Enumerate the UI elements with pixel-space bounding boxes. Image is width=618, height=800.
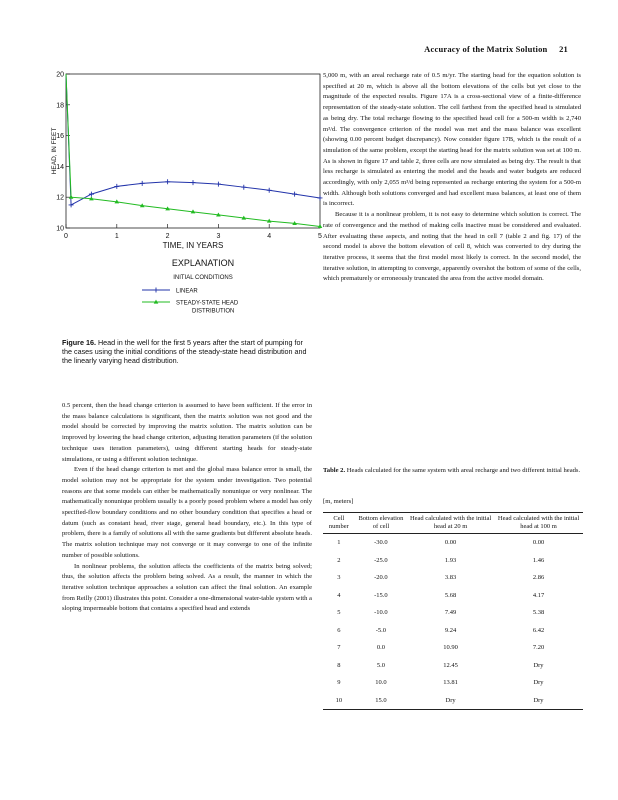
- table-cell: 10.90: [443, 644, 458, 652]
- data-point: [114, 184, 119, 189]
- x-tick-label: 4: [267, 233, 272, 240]
- paragraph: Even if the head change criterion is met and the global mass balance error is small, the model solution may not be appropriate for the system under investigation. Two potential reasons are that some models can either be mathematically nonunique or very nonlinear. The mathematically nonunique problem usually is a poorly posed problem where a model has only specified-flow boundary conditions and no other boundary condition that specifies a head or datum (such as constant head, river stage, general head boundary, etc.). In this type of problem, there is a family of solutions all with the same gradients but different absolute heads. The matrix solution technique may not converge or it may converge to one of the infinite number of possible solutions.: [62, 466, 312, 559]
- table-cell: 8: [337, 661, 341, 669]
- data-point: [69, 195, 74, 199]
- table-cell: 9: [337, 679, 341, 687]
- plot-frame: [66, 74, 320, 228]
- table-header-cell: Head calculated with the initial head at 100 m: [494, 513, 583, 534]
- series-line-0: [66, 74, 320, 205]
- table-cell: 9.24: [444, 626, 457, 634]
- table-cell: 2.86: [532, 574, 545, 582]
- figure-16-chart: [50, 66, 330, 334]
- legend-subtitle: INITIAL CONDITIONS: [173, 275, 233, 281]
- paragraph: Because it is a nonlinear problem, it is not easy to determine which solution is correct. The rate of convergence and the method of making cells inactive must be considered and evaluated. After evaluating these aspects, and noting that the head in cell 7 (table 2 and fig. 17) of the second model is above the bottom elevation of cell 8, which was converted to dry during the iterative process, it seems that the first model most likely is correct. In the second model, the iterative solution, in attempting to converge, apparently overshot the bottom of some of the cells, which prematurely or erroneously truncated the area from the active model domain.: [323, 211, 581, 283]
- x-tick-label: 1: [114, 233, 119, 240]
- table-units: [m, meters]: [323, 498, 354, 505]
- y-tick-label: 10: [56, 225, 64, 233]
- table-cell: 6: [337, 626, 341, 634]
- table-row: [323, 534, 583, 552]
- data-point: [318, 195, 323, 200]
- table-cell: 6.42: [532, 626, 545, 634]
- table-cell: 0.00: [532, 539, 545, 547]
- table-cell: -5.0: [375, 626, 387, 634]
- paragraph: 0.5 percent, then the head change criterion is assumed to have been sufficient. If the error in the mass balance calculations is significant, then the matrix solution was not good and the model should be corrected by improving the matrix solution. The matrix solution can be improved by lowering the head change criterion, adjusting iteration parameters (if the solution technique uses iteration parameters), using different starting heads for steady-state simulations, or using a different solution technique.: [62, 402, 312, 463]
- x-tick-label: 5: [318, 233, 322, 240]
- y-axis-label: HEAD, IN FEET: [51, 127, 58, 175]
- paragraph: 5,000 m, with an areal recharge rate of 0.5 m/yr. The starting head for the equation solution is specified at 20 m, which is above all the bottom elevations of the cells but yet close to the magnitude of the expected results. Figure 17A is a cross-sectional view of a finite-difference representation of the steady-state solution. The cell farthest from the specified head is simulated as being dry. The total recharge flowing to the specified head cell for a 500-m width is 2,740 m³/d. The convergence criterion of the model was met and the mass balance was excellent (showing 0.00 percent budget discrepancy). Now consider figure 17B, which is the result of a simulation of the same problem, except the starting head for the matrix solution was set at 100 m. As is shown in figure 17 and table 2, three cells are now simulated as being dry. The result is that less recharge is simulated as entering the model and the heads and water budgets are reduced accordingly, with only 2,055 m³/d being represented as recharge entering the system for a 500-m width. Although both solutions converged and had excellent mass balances, at least one of them is incorrect.: [323, 72, 581, 208]
- figure-caption: [62, 338, 314, 366]
- table-cell: 5.0: [376, 661, 385, 669]
- table-cell: 5.38: [532, 609, 545, 617]
- table-row: [323, 639, 583, 657]
- table-cell: 1.46: [532, 556, 545, 564]
- table-cell: 10: [323, 692, 355, 710]
- page-number: 21: [559, 44, 568, 54]
- table-cell: 4.17: [532, 591, 545, 599]
- data-point: [191, 180, 196, 185]
- data-point: [216, 182, 221, 187]
- table-cell: 5: [337, 609, 341, 617]
- table-header-cell: Bottom elevation of cell: [355, 513, 407, 534]
- table-header-cell: Cell number: [323, 513, 355, 534]
- table-cell: 1.93: [444, 556, 457, 564]
- table-cell: -10.0: [374, 609, 388, 617]
- table-cell: 4: [337, 591, 341, 599]
- table-row: [323, 569, 583, 587]
- table-body: [323, 534, 583, 710]
- legend-title: EXPLANATION: [171, 258, 235, 268]
- y-tick-label: 16: [56, 133, 64, 141]
- table-cell: 2: [337, 556, 341, 564]
- x-tick-label: 3: [216, 233, 221, 240]
- table-cell: 13.81: [443, 679, 458, 687]
- data-point: [69, 202, 74, 207]
- running-header: [424, 44, 568, 54]
- y-tick-label: 18: [56, 102, 64, 110]
- table-cell: 5.68: [444, 591, 457, 599]
- right-column-text: [323, 71, 581, 285]
- table-cell: 3: [337, 574, 341, 582]
- table-cell: Dry: [533, 679, 544, 687]
- chart-svg: [50, 66, 330, 334]
- table-cell: 12.45: [443, 661, 458, 669]
- table-row: [323, 692, 583, 710]
- table-cell: -30.0: [374, 539, 388, 547]
- table-label: Table 2.: [323, 467, 346, 474]
- x-tick-label: 0: [64, 233, 68, 240]
- running-header-title: Accuracy of the Matrix Solution: [424, 44, 548, 54]
- table-cell: Dry: [494, 692, 583, 710]
- table-cell: 0.00: [444, 539, 457, 547]
- table-cell: 10.0: [375, 679, 387, 687]
- table-cell: 7.49: [444, 609, 457, 617]
- table-cell: 7.20: [532, 644, 545, 652]
- table-row: [323, 657, 583, 675]
- table-row: [323, 622, 583, 640]
- x-tick-label: 2: [165, 233, 170, 240]
- table-caption: [323, 466, 583, 476]
- series-line-1: [66, 74, 320, 226]
- table-row: [323, 587, 583, 605]
- table-cell: -15.0: [374, 591, 388, 599]
- table-caption-text: Heads calculated for the same system with areal recharge and two different initial heads.: [346, 467, 581, 474]
- x-axis-label: TIME, IN YEARS: [162, 241, 224, 250]
- table-cell: -20.0: [374, 574, 388, 582]
- table-cell: 1: [337, 539, 341, 547]
- data-point: [140, 181, 145, 186]
- y-tick-label: 12: [56, 194, 64, 202]
- table-header-row: [323, 513, 583, 534]
- table-cell: 15.0: [355, 692, 407, 710]
- legend-swatch-marker: [154, 288, 159, 293]
- left-column-text: [62, 401, 312, 615]
- legend-label: LINEAR: [176, 288, 198, 295]
- table-cell: 0.0: [376, 644, 385, 652]
- y-tick-label: 20: [56, 71, 64, 79]
- data-point: [292, 192, 297, 197]
- legend-label: STEADY-STATE HEAD DISTRIBUTION: [176, 300, 239, 315]
- paragraph: In nonlinear problems, the solution affects the coefficients of the matrix being solved; thus, the solution affects the problem being solved. As a result, the manner in which the iterative solution technique approaches a solution can affect the final solution. An example from Reilly (2001) illustrates this point. Consider a one-dimensional water-table system with a sloping impermeable bottom that contains a specified head and extends: [62, 562, 312, 613]
- figure-caption-text: Head in the well for the first 5 years after the start of pumping for the cases using the initial conditions of the steady-state head distribution and the linearly varying head distribution.: [62, 338, 307, 366]
- table-cell: 3.83: [444, 574, 457, 582]
- data-point: [89, 192, 94, 197]
- y-tick-label: 14: [56, 163, 64, 171]
- data-point: [241, 185, 246, 190]
- table-2: [323, 512, 583, 710]
- table-row: [323, 604, 583, 622]
- data-point: [267, 188, 272, 193]
- figure-label: Figure 16.: [62, 338, 96, 347]
- table-row: [323, 552, 583, 570]
- table-header-cell: Head calculated with the initial head at 20 m: [407, 513, 494, 534]
- table-row: [323, 674, 583, 692]
- table-cell: Dry: [407, 692, 494, 710]
- table-cell: 7: [337, 644, 341, 652]
- data-point: [165, 179, 170, 184]
- table-cell: Dry: [533, 661, 544, 669]
- table-cell: -25.0: [374, 556, 388, 564]
